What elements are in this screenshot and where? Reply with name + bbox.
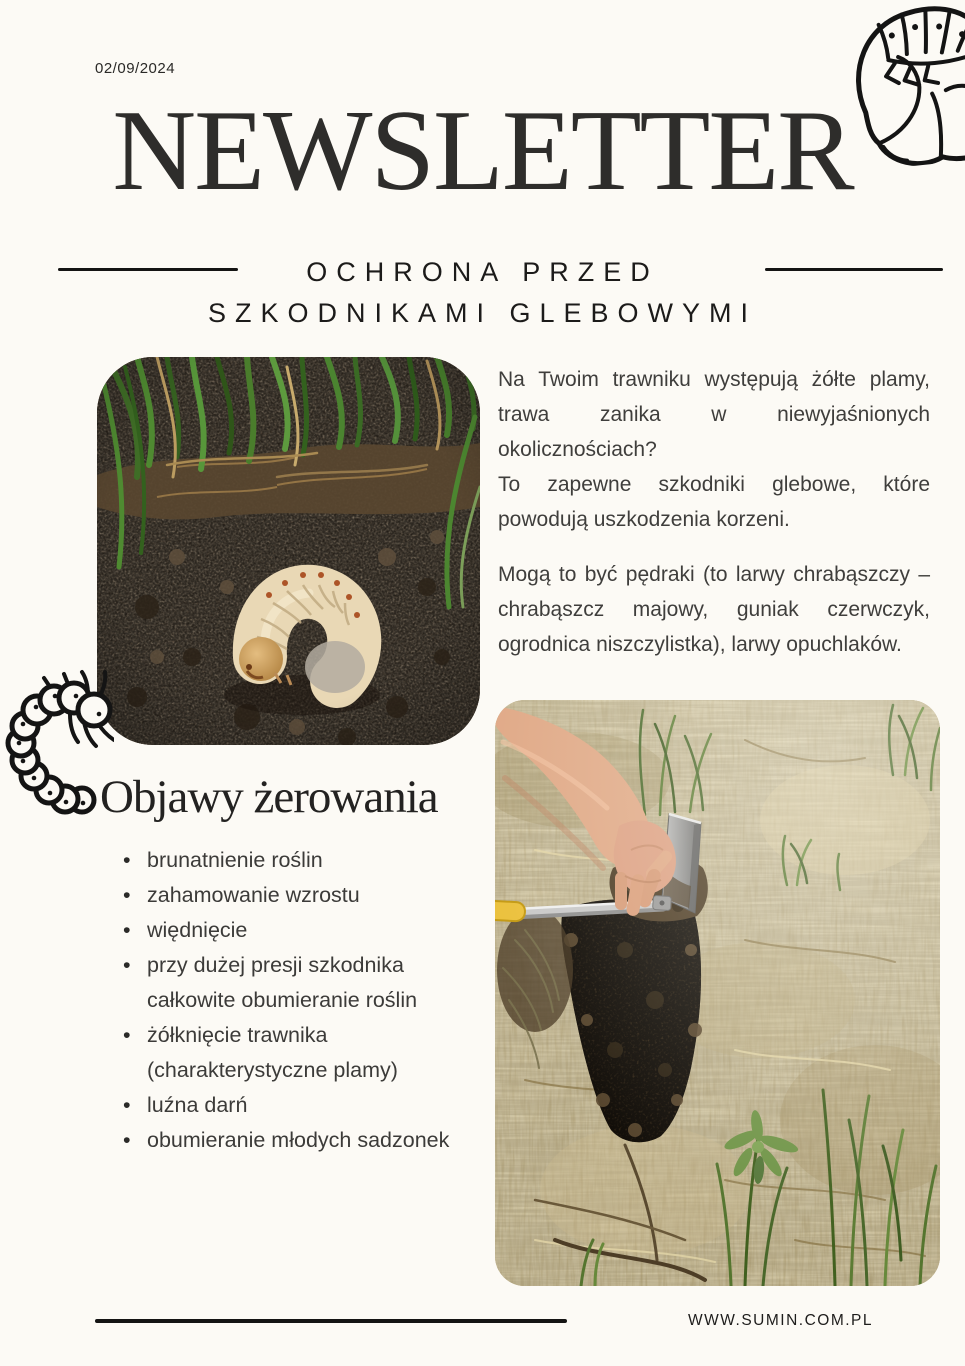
symptom-item: • brunatnienie roślin [118, 843, 470, 878]
symptoms-heading: Objawy żerowania [100, 771, 438, 823]
page-title: NEWSLETTER [112, 87, 853, 215]
symptom-item: • obumieranie młodych sadzonek [118, 1123, 470, 1158]
footer-rule [95, 1319, 567, 1323]
intro-text [498, 362, 930, 682]
subtitle [0, 252, 965, 334]
symptom-item: • przy dużej presji szkodnika całkowite obumieranie roślin [118, 948, 470, 1018]
intro-answer: To zapewne szkodniki glebowe, które powodują uszkodzenia korzeni. [498, 473, 930, 531]
footer-url: WWW.SUMIN.COM.PL [688, 1312, 874, 1329]
symptom-item: • więdnięcie [118, 913, 470, 948]
intro-paragraph-1 [498, 362, 930, 537]
issue-date: 02/09/2024 [95, 60, 176, 77]
intro-paragraph-2: Mogą to być pędraki (to larwy chrabąszczy – chrabąszcz majowy, guniak czerwczyk, ogrodnica niszczylistka), larwy opuchlaków. [498, 563, 930, 656]
symptom-item: • żółknięcie trawnika (charakterystyczne plamy) [118, 1018, 470, 1088]
caterpillar-icon [2, 666, 114, 826]
symptom-item: • luźna darń [118, 1088, 470, 1123]
digging-dried-lawn-photo [495, 700, 940, 1286]
symptoms-list [118, 843, 470, 1158]
symptom-item: • zahamowanie wzrostu [118, 878, 470, 913]
intro-question: Na Twoim trawniku występują żółte plamy, trawa zanika w niewyjaśnionych okolicznościach? [498, 368, 930, 461]
grub-in-soil-photo [97, 357, 480, 745]
subtitle-line-1: OCHRONA PRZED [306, 257, 659, 287]
subtitle-line-2: SZKODNIKAMI GLEBOWYMI [207, 298, 758, 328]
